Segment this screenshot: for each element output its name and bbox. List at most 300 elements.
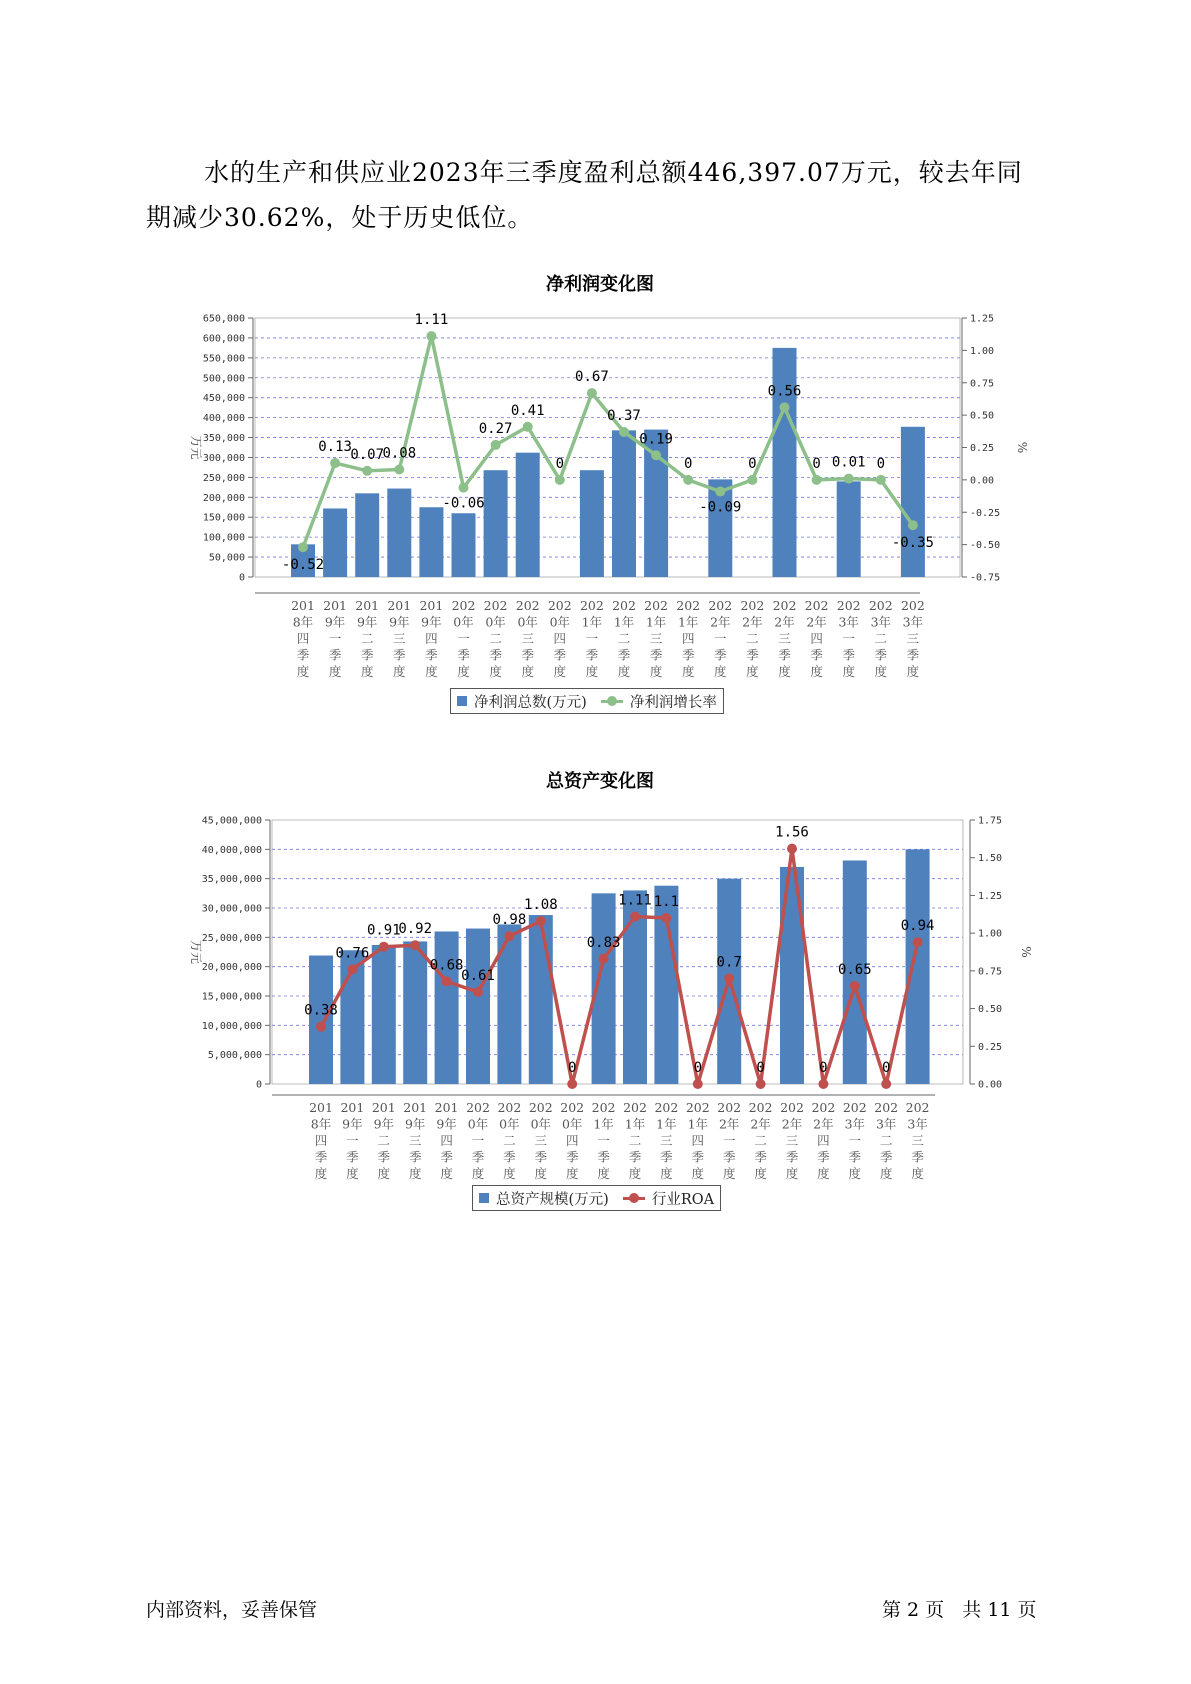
x-tick-label: 0年: [549, 614, 571, 630]
x-tick-label: 202: [708, 598, 733, 613]
line-point: [410, 940, 420, 950]
line-point: [536, 916, 546, 926]
x-tick-label: 0年: [517, 614, 538, 630]
x-tick-label: 度: [848, 1166, 862, 1181]
x-tick-label: 四: [553, 631, 567, 646]
line-point: [876, 475, 886, 485]
x-tick-label: 201: [355, 598, 380, 613]
y-tick-label: 300,000: [202, 452, 245, 464]
x-tick-label: 度: [440, 1166, 453, 1181]
x-tick-label: 季: [848, 1149, 862, 1165]
x-tick-label: 季: [628, 1149, 642, 1165]
x-tick-label: 季: [489, 647, 502, 663]
x-tick-label: 202: [644, 598, 669, 613]
x-tick-label: 3年: [907, 1116, 928, 1132]
x-tick-label: 四: [681, 631, 695, 646]
body-paragraph: 水的生产和供应业2023年三季度盈利总额446,397.07万元，较去年同期减少30.62%，处于历史低位。: [146, 158, 1023, 232]
data-label: 0.01: [831, 454, 866, 471]
x-tick-label: 202: [740, 598, 765, 613]
x-tick-label: 二: [879, 1133, 893, 1148]
data-label: 0.08: [382, 445, 417, 462]
x-tick-label: 度: [746, 664, 759, 679]
bar: [516, 453, 540, 577]
data-label: 0.67: [575, 369, 609, 386]
bar: [387, 489, 411, 577]
footer-page-number: 第 2 页 共 11 页: [882, 1599, 1037, 1621]
x-tick-label: 度: [360, 664, 374, 679]
x-tick-label: 一: [722, 1133, 736, 1148]
y-tick-label: 20,000,000: [201, 962, 262, 974]
x-tick-label: 度: [810, 664, 823, 679]
x-tick-label: 季: [440, 1149, 453, 1165]
line-point: [316, 1022, 326, 1032]
y-tick-label: 25,000,000: [201, 932, 262, 944]
y2-tick-label: -0.50: [970, 540, 1001, 552]
x-tick-label: 一: [471, 1133, 485, 1148]
x-tick-label: 2年: [750, 1116, 771, 1132]
legend-bar-swatch: [479, 1193, 489, 1203]
x-tick-label: 度: [785, 1166, 799, 1181]
line-point: [473, 987, 483, 997]
x-tick-label: 季: [714, 647, 727, 663]
line-point: [812, 475, 822, 485]
bar: [466, 929, 490, 1084]
data-label: 0.83: [586, 934, 621, 951]
x-tick-label: 201: [403, 1100, 428, 1115]
bar: [452, 513, 476, 577]
data-label: 0: [555, 455, 565, 472]
line-point: [747, 475, 757, 485]
x-tick-label: 202: [836, 598, 861, 613]
x-tick-label: 202: [685, 1100, 710, 1115]
line-point: [599, 954, 609, 964]
x-tick-label: 季: [457, 647, 470, 663]
data-label: 0.56: [767, 383, 802, 400]
x-tick-label: 度: [408, 1166, 422, 1181]
x-tick-label: 二: [617, 631, 631, 646]
x-tick-label: 二: [628, 1133, 642, 1148]
data-label: 1.11: [414, 312, 449, 329]
x-tick-label: 二: [754, 1133, 767, 1148]
x-tick-label: 二: [874, 631, 888, 646]
data-label: 0.19: [639, 431, 673, 448]
x-tick-label: 9年: [373, 1116, 395, 1132]
y2-tick-label: 0.00: [970, 475, 995, 487]
x-tick-label: 度: [565, 1166, 579, 1181]
x-tick-label: 201: [387, 598, 412, 613]
y-tick-label: 450,000: [202, 393, 245, 405]
x-tick-label: 一: [328, 631, 342, 646]
x-tick-label: 度: [691, 1166, 705, 1181]
y2-tick-label: 0.50: [978, 1004, 1003, 1016]
line-point: [756, 1079, 766, 1089]
x-tick-label: 三: [778, 631, 791, 646]
x-tick-label: 一: [597, 1133, 610, 1148]
x-tick-label: 季: [565, 1149, 579, 1165]
y-tick-label: 40,000,000: [201, 844, 262, 856]
bar: [419, 507, 443, 577]
data-label: 0.98: [492, 912, 527, 929]
x-tick-label: 度: [628, 1166, 642, 1181]
line-point: [908, 520, 918, 530]
x-tick-label: 三: [534, 1133, 548, 1148]
bar: [529, 915, 553, 1084]
x-tick-label: 季: [617, 647, 631, 663]
x-tick-label: 季: [911, 1149, 924, 1165]
data-label: 0.41: [510, 402, 545, 419]
x-tick-label: 度: [660, 1166, 673, 1181]
x-tick-label: 0年: [499, 1116, 520, 1132]
x-tick-label: 度: [471, 1166, 485, 1181]
x-tick-label: 一: [714, 631, 727, 646]
x-tick-label: 度: [393, 664, 406, 679]
y2-tick-label: 1.25: [978, 890, 1003, 902]
line-point: [442, 976, 452, 986]
x-tick-label: 四: [810, 631, 823, 646]
x-tick-label: 季: [649, 647, 663, 663]
data-label: 0.65: [837, 961, 872, 978]
x-tick-label: 三: [660, 1133, 673, 1148]
line-point: [491, 440, 501, 450]
y2-tick-label: 0.75: [978, 966, 1003, 978]
y2-tick-label: 0.25: [970, 443, 995, 454]
data-label: -0.52: [281, 557, 325, 574]
x-tick-label: 201: [291, 598, 315, 613]
line-point: [426, 331, 436, 341]
x-tick-label: 度: [585, 664, 599, 679]
x-tick-label: 202: [466, 1100, 490, 1115]
data-label: 0.94: [900, 918, 935, 935]
x-tick-label: 季: [408, 1149, 422, 1165]
y2-tick-label: 1.00: [978, 928, 1003, 940]
line-point: [362, 466, 372, 476]
y-tick-label: 30,000,000: [201, 903, 262, 915]
x-tick-label: 度: [314, 1166, 328, 1181]
x-tick-label: 度: [425, 664, 438, 679]
x-tick-label: 3年: [870, 614, 892, 630]
line-point: [587, 388, 597, 398]
x-tick-label: 202: [874, 1100, 899, 1115]
x-tick-label: 度: [681, 664, 695, 679]
x-tick-label: 9年: [356, 614, 378, 630]
data-label: 1.56: [775, 824, 809, 841]
bar: [309, 956, 333, 1084]
x-tick-label: 2年: [742, 614, 763, 630]
legend-line-swatch: [623, 1193, 645, 1203]
x-tick-label: 二: [489, 631, 502, 646]
x-tick-label: 季: [785, 1149, 799, 1165]
line-point: [850, 981, 860, 991]
x-tick-label: 季: [660, 1149, 673, 1165]
x-tick-label: 四: [565, 1133, 579, 1148]
x-tick-label: 二: [360, 631, 374, 646]
x-tick-label: 季: [553, 647, 567, 663]
x-tick-label: 二: [503, 1133, 516, 1148]
x-tick-label: 9年: [324, 614, 346, 630]
x-tick-label: 三: [408, 1133, 422, 1148]
x-tick-label: 1年: [613, 614, 635, 630]
x-tick-label: 度: [842, 664, 855, 679]
x-tick-label: 季: [778, 647, 791, 663]
y-axis-title: 万元: [189, 939, 203, 965]
x-tick-label: 202: [451, 598, 476, 613]
x-tick-label: 3年: [902, 614, 924, 630]
line-point: [630, 912, 640, 922]
x-tick-label: 度: [874, 664, 888, 679]
x-tick-label: 1年: [677, 614, 699, 630]
x-tick-label: 0年: [453, 614, 474, 630]
x-tick-label: 202: [515, 598, 540, 613]
y2-tick-label: 0.50: [970, 410, 995, 422]
bar: [355, 493, 379, 577]
net-profit-chart: [0, 300, 1191, 720]
y-tick-label: 600,000: [202, 333, 245, 345]
line-point: [379, 942, 389, 952]
data-label: -0.06: [442, 495, 485, 512]
data-label: 1.1: [653, 894, 680, 911]
x-tick-label: 3年: [838, 614, 859, 630]
x-tick-label: 0年: [485, 614, 506, 630]
line-point: [330, 458, 340, 468]
x-tick-label: 度: [617, 664, 631, 679]
line-point: [298, 542, 308, 552]
line-point: [715, 487, 725, 497]
data-label: -0.09: [699, 499, 742, 516]
x-tick-label: 季: [681, 647, 695, 663]
y2-tick-label: 0.00: [978, 1079, 1003, 1091]
line-point: [619, 427, 629, 437]
x-tick-label: 季: [503, 1149, 516, 1165]
data-label: 0.37: [607, 407, 641, 424]
y-tick-label: 15,000,000: [201, 991, 262, 1003]
total-assets-legend: [472, 1185, 721, 1211]
line-point: [347, 964, 357, 974]
x-tick-label: 202: [676, 598, 701, 613]
data-label: 0: [876, 455, 886, 472]
data-label: 0: [881, 1060, 891, 1076]
bar: [906, 849, 930, 1084]
x-tick-label: 度: [346, 1166, 359, 1181]
line-point: [567, 1079, 577, 1089]
line-point: [693, 1079, 703, 1089]
x-tick-label: 三: [911, 1133, 924, 1148]
x-tick-label: 度: [377, 1166, 391, 1181]
line-point: [683, 475, 693, 485]
bar: [773, 348, 797, 577]
y-tick-label: 45,000,000: [201, 815, 262, 827]
x-tick-label: 季: [393, 647, 406, 663]
x-tick-label: 202: [748, 1100, 773, 1115]
data-label: 0: [748, 455, 757, 472]
data-label: 0: [567, 1060, 577, 1076]
x-tick-label: 一: [848, 1133, 862, 1148]
y2-axis-title: %: [1019, 946, 1033, 958]
x-tick-label: 202: [804, 598, 829, 613]
x-tick-label: 8年: [292, 614, 314, 630]
data-label: 0: [819, 1060, 828, 1076]
line-point: [651, 450, 661, 460]
x-tick-label: 9年: [436, 1116, 457, 1132]
x-tick-label: 3年: [844, 1116, 866, 1132]
y2-axis-title: %: [1015, 441, 1029, 454]
bar: [612, 430, 636, 577]
net-profit-legend: [450, 688, 724, 714]
line-point: [881, 1079, 891, 1089]
y-tick-label: 50,000: [208, 552, 245, 564]
line-point: [394, 465, 404, 475]
x-tick-label: 0年: [530, 1116, 552, 1132]
x-tick-label: 季: [296, 647, 310, 663]
x-tick-label: 度: [597, 1166, 610, 1181]
x-tick-label: 2年: [781, 1116, 803, 1132]
y-tick-label: 0: [255, 1079, 262, 1091]
x-tick-label: 三: [649, 631, 663, 646]
line-point: [661, 913, 671, 923]
y-tick-label: 400,000: [202, 413, 245, 425]
x-tick-label: 2年: [718, 1116, 740, 1132]
bar: [837, 481, 861, 577]
bar: [484, 470, 508, 577]
y2-tick-label: 0.75: [970, 378, 995, 390]
x-tick-label: 度: [778, 664, 791, 679]
x-tick-label: 202: [483, 598, 508, 613]
y-tick-label: 35,000,000: [201, 874, 262, 886]
x-tick-label: 9年: [342, 1116, 363, 1132]
x-tick-label: 2年: [806, 614, 827, 630]
y2-tick-label: 1.00: [970, 345, 995, 357]
x-tick-label: 202: [717, 1100, 742, 1115]
x-tick-label: 季: [377, 1149, 391, 1165]
x-tick-label: 季: [471, 1149, 485, 1165]
footer-note: 内部资料，妥善保管: [146, 1599, 318, 1621]
y-tick-label: 350,000: [202, 433, 245, 445]
x-tick-label: 三: [521, 631, 534, 646]
data-label: 0: [756, 1060, 765, 1076]
x-tick-label: 202: [579, 598, 604, 613]
x-tick-label: 202: [842, 1100, 867, 1115]
x-tick-label: 三: [785, 1133, 799, 1148]
line-point: [818, 1079, 828, 1089]
y2-tick-label: 1.50: [978, 853, 1003, 865]
x-tick-label: 0年: [467, 1116, 489, 1132]
bar: [403, 941, 427, 1084]
x-tick-label: 度: [754, 1166, 767, 1181]
data-label: 0.27: [478, 420, 513, 437]
x-tick-label: 季: [879, 1149, 893, 1165]
x-tick-label: 季: [691, 1149, 705, 1165]
x-tick-label: 季: [817, 1149, 830, 1165]
y-tick-label: 550,000: [202, 353, 245, 365]
x-tick-label: 1年: [656, 1116, 677, 1132]
x-tick-label: 2年: [813, 1116, 834, 1132]
x-tick-label: 四: [314, 1133, 328, 1148]
legend-bar-label: 净利润总数(万元): [474, 694, 587, 711]
x-tick-label: 季: [722, 1149, 736, 1165]
x-tick-label: 季: [746, 647, 759, 663]
x-tick-label: 季: [754, 1149, 767, 1165]
y2-tick-label: 1.75: [978, 815, 1003, 827]
x-tick-label: 2年: [774, 614, 795, 630]
x-tick-label: 季: [425, 647, 438, 663]
x-tick-label: 季: [842, 647, 855, 663]
line-point: [844, 474, 854, 484]
x-tick-label: 202: [528, 1100, 553, 1115]
x-tick-label: 0年: [561, 1116, 583, 1132]
x-tick-label: 1年: [687, 1116, 709, 1132]
x-tick-label: 度: [817, 1166, 830, 1181]
y-tick-label: 650,000: [202, 313, 245, 325]
bar: [323, 508, 347, 577]
y-tick-label: 10,000,000: [201, 1020, 262, 1032]
y-tick-label: 150,000: [202, 512, 245, 524]
x-tick-label: 季: [906, 647, 920, 663]
bar: [435, 931, 459, 1084]
data-label: 0.07: [350, 446, 385, 463]
x-tick-label: 202: [811, 1100, 836, 1115]
y-tick-label: 250,000: [202, 472, 245, 484]
y-axis-title: 万元: [189, 435, 203, 460]
x-tick-label: 201: [323, 598, 348, 613]
data-label: 0.13: [318, 439, 352, 456]
y-tick-label: 200,000: [202, 492, 245, 504]
x-tick-label: 3年: [875, 1116, 897, 1132]
data-label: 0.61: [461, 967, 495, 984]
x-tick-label: 一: [585, 631, 599, 646]
x-tick-label: 度: [879, 1166, 893, 1181]
legend-bar-swatch: [457, 696, 467, 706]
x-tick-label: 度: [553, 664, 567, 679]
x-tick-label: 季: [874, 647, 888, 663]
x-tick-label: 202: [612, 598, 636, 613]
line-point: [787, 844, 797, 854]
x-tick-label: 202: [560, 1100, 585, 1115]
x-tick-label: 度: [503, 1166, 516, 1181]
x-tick-label: 202: [497, 1100, 522, 1115]
x-tick-label: 202: [591, 1100, 616, 1115]
data-label: 0.7: [716, 954, 742, 971]
x-tick-label: 9年: [404, 1116, 426, 1132]
x-tick-label: 1年: [593, 1116, 614, 1132]
line-point: [724, 973, 734, 983]
x-tick-label: 季: [810, 647, 823, 663]
x-tick-label: 度: [722, 1166, 736, 1181]
bar: [372, 945, 396, 1084]
line-point: [523, 422, 533, 432]
x-tick-label: 度: [489, 664, 502, 679]
line-point: [459, 483, 469, 493]
legend-bar-label: 总资产规模(万元): [496, 1191, 609, 1208]
x-tick-label: 度: [649, 664, 663, 679]
x-tick-label: 201: [419, 598, 444, 613]
x-tick-label: 1年: [581, 614, 603, 630]
x-tick-label: 一: [842, 631, 855, 646]
total-assets-chart: [0, 795, 1191, 1215]
x-tick-label: 度: [906, 664, 920, 679]
x-tick-label: 度: [534, 1166, 548, 1181]
data-label: 1.11: [618, 892, 652, 909]
x-tick-label: 季: [521, 647, 534, 663]
x-tick-label: 季: [585, 647, 599, 663]
x-tick-label: 度: [328, 664, 342, 679]
line-point: [555, 475, 565, 485]
y2-tick-label: -0.75: [970, 572, 1001, 584]
x-tick-label: 四: [296, 631, 310, 646]
x-tick-label: 季: [346, 1149, 359, 1165]
x-tick-label: 202: [654, 1100, 679, 1115]
x-tick-label: 202: [900, 598, 925, 613]
x-tick-label: 一: [457, 631, 470, 646]
data-label: 0: [812, 455, 821, 472]
